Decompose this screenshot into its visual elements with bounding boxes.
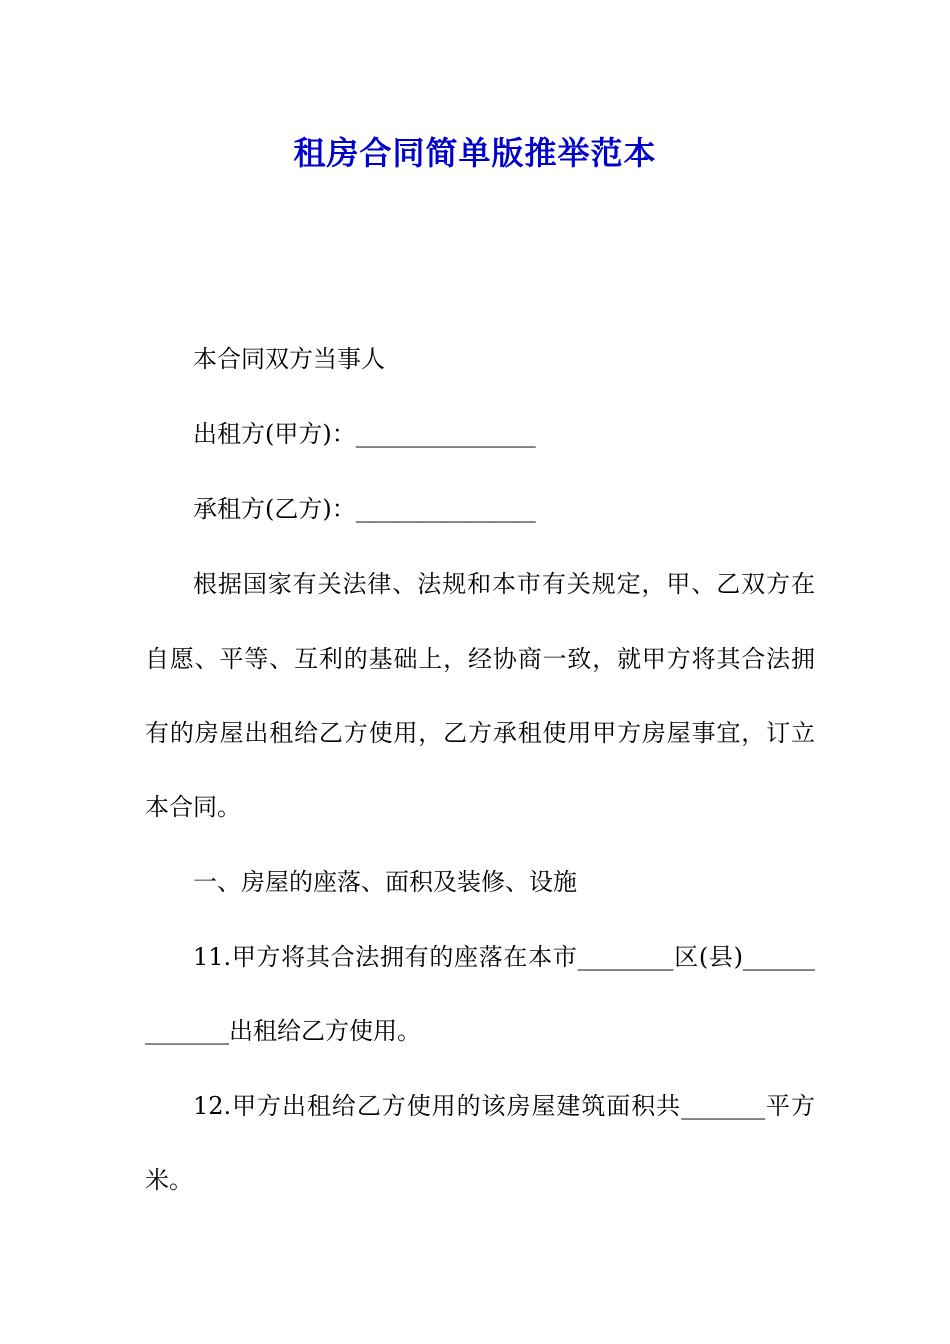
preamble-line-3: 有的房屋出租给乙方使用，乙方承租使用甲方房屋事宜，订立 xyxy=(145,719,815,747)
parties-heading: 本合同双方当事人 xyxy=(193,345,385,373)
clause-11-line-1: 11.甲方将其合法拥有的座落在本市________区(县)______ xyxy=(193,943,815,971)
preamble-line-2: 自愿、平等、互利的基础上，经协商一致，就甲方将其合法拥 xyxy=(145,645,815,673)
clause-12-line-1: 12.甲方出租给乙方使用的该房屋建筑面积共_______平方 xyxy=(193,1092,815,1120)
preamble-line-4: 本合同。 xyxy=(145,793,241,821)
clause-11-line-2: _______出租给乙方使用。 xyxy=(145,1017,421,1045)
document-title: 租房合同简单版推举范本 xyxy=(293,134,657,172)
lessor-line: 出租方(甲方)：_______________ xyxy=(193,420,536,448)
preamble-line-1: 根据国家有关法律、法规和本市有关规定，甲、乙双方在 xyxy=(193,570,815,598)
clause-12-line-2: 米。 xyxy=(145,1166,193,1194)
section-1-heading: 一、房屋的座落、面积及装修、设施 xyxy=(193,868,577,896)
lessee-line: 承租方(乙方)：_______________ xyxy=(193,495,536,523)
